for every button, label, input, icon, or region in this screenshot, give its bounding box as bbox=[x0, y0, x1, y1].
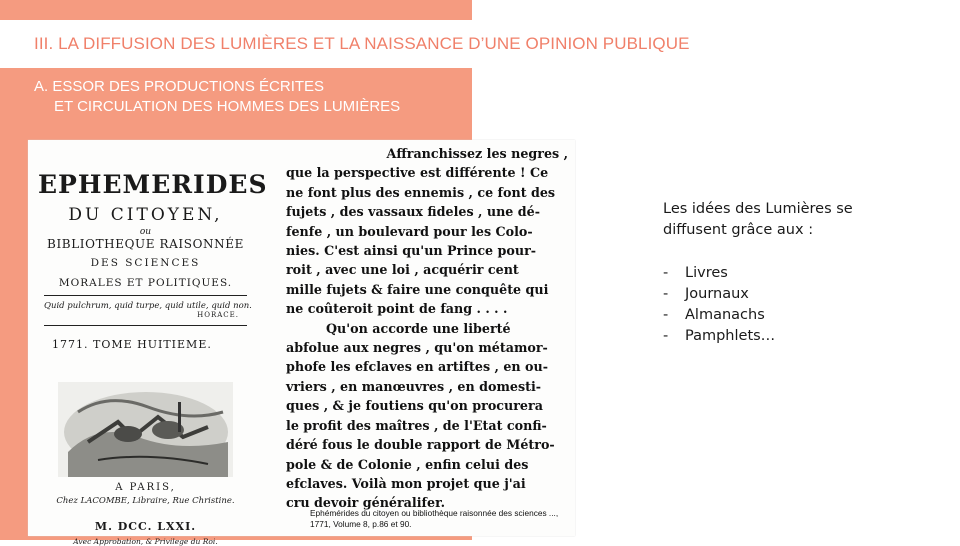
list-item-label: Journaux bbox=[685, 286, 749, 302]
excerpt-line: ques , & je foutiens qu'on procurera bbox=[286, 398, 543, 414]
excerpt-line: abfolue aux negres , qu'on métamor- bbox=[286, 340, 548, 356]
list-item bbox=[663, 263, 775, 284]
excerpt-line: Qu'on accorde une liberté bbox=[326, 320, 511, 336]
excerpt-line: vriers , en manœuvres , en domesti- bbox=[286, 378, 542, 394]
excerpt-line: roit , avec une loi , acquérir cent bbox=[286, 262, 519, 278]
list-dash: - bbox=[663, 328, 669, 344]
book-cover bbox=[38, 162, 268, 546]
list-item-label: Almanachs bbox=[685, 307, 765, 323]
source-caption: Ephémérides du citoyen ou bibliothèque raisonnée des sciences ..., 1771, Volume 8, p.86 et 90. bbox=[310, 508, 559, 529]
list-dash: - bbox=[663, 286, 669, 302]
cover-a-paris: A PARIS, bbox=[115, 482, 176, 493]
cover-title: EPHEMERIDES bbox=[38, 170, 268, 199]
list-dash: - bbox=[663, 265, 669, 281]
excerpt-line: déré fous le double rapport de Métro- bbox=[286, 437, 555, 453]
engraving-vignette bbox=[58, 382, 233, 477]
excerpt-line: ne coûteroit point de fang . . . . bbox=[286, 301, 508, 317]
top-accent-band bbox=[0, 0, 472, 20]
cover-quote: Quid pulchrum, quid turpe, quid utile, quid non. bbox=[44, 301, 252, 311]
cover-ou: ou bbox=[139, 227, 152, 237]
excerpt-line: le profit des maîtres , de l'Etat confi- bbox=[286, 417, 547, 433]
list-item-label: Livres bbox=[685, 265, 728, 281]
subtitle-line-1: A. ESSOR DES PRODUCTIONS ÉCRITES bbox=[34, 78, 325, 95]
cover-approbation: Avec Approbation, & Privilege du Roi. bbox=[73, 537, 218, 546]
slide-title: III. LA DIFFUSION DES LUMIÈRES ET LA NAISSANCE D’UNE OPINION PUBLIQUE bbox=[34, 34, 690, 53]
list-item bbox=[663, 305, 775, 326]
cover-tome: 1771. TOME HUITIEME. bbox=[52, 338, 212, 351]
cover-horace: HORACE. bbox=[197, 311, 239, 319]
section-subtitle bbox=[34, 77, 400, 117]
cover-rule-2 bbox=[44, 325, 247, 326]
excerpt-text bbox=[286, 144, 568, 513]
excerpt-line: ne font plus des ennemis , ce font des bbox=[286, 184, 556, 200]
excerpt-line: nies. C'est ainsi qu'un Prince pour- bbox=[286, 243, 537, 259]
list-item bbox=[663, 284, 775, 305]
excerpt-line: phofe les efclaves en artiftes , en ou- bbox=[286, 359, 549, 375]
excerpt-line: fujets , des vassaux fideles , une dé- bbox=[286, 204, 541, 220]
cover-des-sciences: DES SCIENCES bbox=[90, 257, 201, 269]
cover-rule bbox=[44, 295, 247, 296]
excerpt-line: fenfe , un boulevard pour les Colo- bbox=[286, 223, 533, 239]
cover-bibliotheque: BIBLIOTHEQUE RAISONNÉE bbox=[47, 237, 244, 251]
media-list bbox=[663, 263, 775, 347]
list-item bbox=[663, 326, 775, 347]
excerpt-line: Affranchissez les negres , bbox=[386, 146, 568, 161]
cover-morales: MORALES ET POLITIQUES. bbox=[58, 277, 233, 289]
scanned-document bbox=[28, 140, 575, 546]
excerpt-line: efclaves. Voilà mon projet que j'ai bbox=[286, 475, 526, 491]
excerpt-line: que la perspective est différente ! Ce bbox=[286, 165, 549, 181]
subtitle-line-2: ET CIRCULATION DES HOMMES DES LUMIÈRES bbox=[54, 98, 401, 115]
cover-publisher: Chez LACOMBE, Libraire, Rue Christine. bbox=[56, 496, 235, 506]
list-dash: - bbox=[663, 307, 669, 323]
intro-text: Les idées des Lumières se diffusent grâce aux : bbox=[663, 201, 853, 238]
excerpt-line: mille fujets & faire une conquête qui bbox=[286, 281, 549, 297]
cover-date: M. DCC. LXXI. bbox=[94, 520, 197, 533]
cover-subtitle: DU CITOYEN, bbox=[68, 205, 223, 225]
excerpt-line: cru devoir généralifer. bbox=[286, 495, 446, 511]
list-item-label: Pamphlets… bbox=[685, 328, 776, 344]
excerpt-line: pole & de Colonie , enfin celui des bbox=[286, 456, 529, 472]
